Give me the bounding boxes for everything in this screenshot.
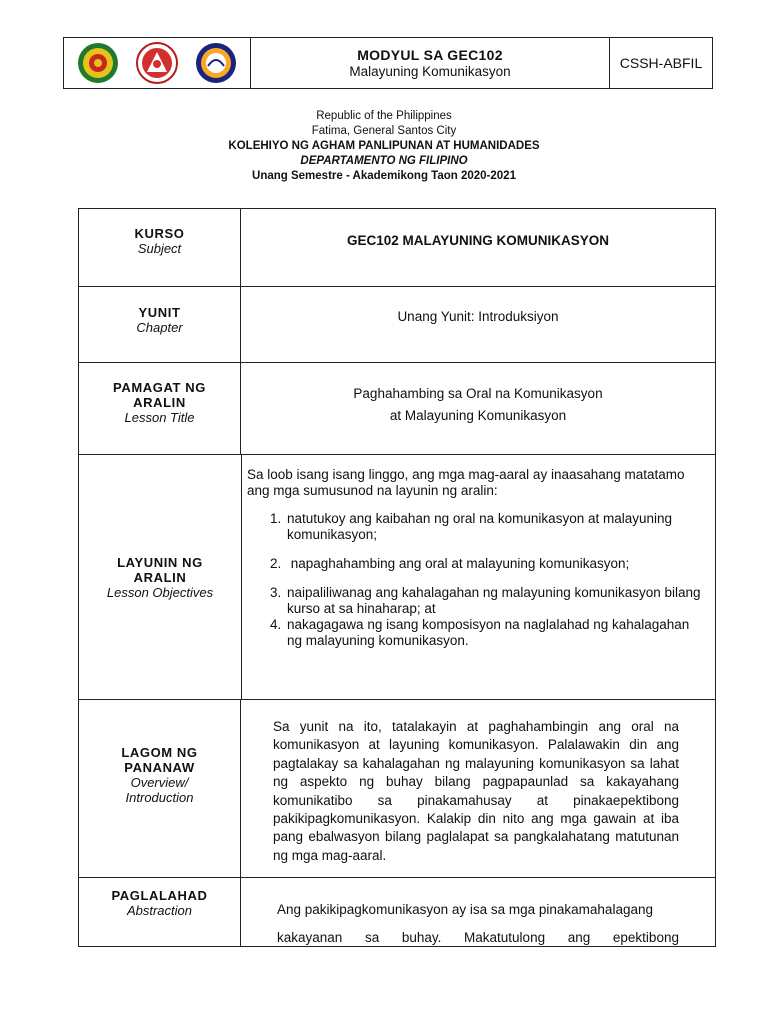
objective-text: natutukoy ang kaibahan ng oral na komunikasyon at malayuning komunikasyon; (287, 511, 673, 542)
paglalahad-label: PAGLALAHAD (111, 888, 208, 903)
layunin-label-line1: LAYUNIN NG (117, 554, 203, 570)
lesson-title-line2: at Malayuning Komunikasyon (389, 408, 567, 423)
module-header (63, 37, 713, 89)
abstraction-word: ang (567, 930, 591, 945)
objective-number: 3. (270, 585, 282, 600)
pamagat-label-line1: PAMAGAT NG (113, 380, 206, 395)
module-title: MODYUL SA GEC102 (357, 47, 503, 63)
row-label-cell (79, 878, 241, 946)
objectives-cell (242, 455, 715, 699)
semester-line: Unang Semestre - Akademikong Taon 2020-2021 (252, 170, 516, 182)
pamagat-value-cell (241, 363, 715, 454)
logo-group (64, 38, 251, 88)
list-item (270, 617, 701, 649)
row-label-cell (79, 209, 241, 286)
layunin-sublabel: Lesson Objectives (106, 584, 214, 600)
list-item (270, 585, 701, 617)
objective-number: 4. (270, 617, 282, 632)
pamagat-sublabel: Lesson Title (124, 410, 195, 425)
module-subtitle: Malayuning Komunikasyon (349, 64, 511, 79)
abstraction-word: buhay. (401, 930, 442, 945)
objective-text: nakagagawa ng isang komposisyon na naglalahad ng kahalagahan ng malayuning komunikasyon. (287, 617, 690, 648)
row-label-cell (79, 700, 241, 877)
abstraction-line1: Ang pakikipagkomunikasyon ay isa sa mga pinakamahalagang (277, 902, 653, 917)
location-line: Fatima, General Santos City (311, 125, 457, 137)
table-row-yunit (79, 286, 715, 362)
list-item (270, 556, 701, 572)
program-code: CSSH-ABFIL (619, 55, 703, 71)
row-label-cell (79, 455, 242, 699)
module-info-table (78, 208, 716, 947)
lagom-label-line1: LAGOM NG (121, 744, 198, 760)
objective-number: 2. (270, 556, 282, 571)
pamagat-label-line2: ARALIN (133, 395, 186, 410)
yunit-value: Unang Yunit: Introduksiyon (397, 309, 559, 324)
yunit-sublabel: Chapter (136, 319, 183, 335)
table-row-paglalahad (79, 877, 715, 946)
paglalahad-sublabel: Abstraction (126, 903, 193, 918)
objectives-intro: Sa loob isang isang linggo, ang mga mag-aaral ay inaasahang matatamo ang mga sumusunod na layunin ng aralin: (247, 467, 685, 498)
row-label-cell (79, 363, 241, 454)
list-item (270, 511, 701, 543)
lesson-title-line1: Paghahambing sa Oral na Komunikasyon (353, 386, 603, 401)
lagom-label-line2: PANANAW (124, 759, 195, 775)
kurso-value: GEC102 MALAYUNING KOMUNIKASYON (346, 233, 610, 248)
module-title-cell (251, 38, 610, 88)
row-label-cell (79, 287, 241, 362)
abstraction-text (241, 878, 715, 946)
university-seal-icon (72, 42, 124, 84)
objective-text: naipaliliwanag ang kahalagahan ng malayuning komunikasyon bilang kurso at sa hinaharap; at (287, 585, 701, 616)
department-name: DEPARTAMENTO NG FILIPINO (300, 155, 468, 167)
abstraction-line2 (277, 924, 679, 952)
yunit-label: YUNIT (138, 304, 181, 320)
table-row-lagom (79, 699, 715, 877)
lagom-sublabel-line2: Introduction (125, 789, 194, 805)
table-row-kurso (79, 209, 715, 286)
abstraction-word: kakayanan (277, 930, 343, 945)
kurso-sublabel: Subject (137, 240, 182, 256)
kurso-label: KURSO (134, 225, 185, 241)
table-row-layunin (79, 454, 715, 699)
abstraction-word: epektibong (612, 930, 679, 945)
yunit-value-cell (241, 287, 715, 362)
objective-number: 1. (270, 511, 282, 526)
layunin-label-line2: ARALIN (133, 569, 187, 585)
college-name: KOLEHIYO NG AGHAM PANLIPUNAN AT HUMANIDADES (228, 140, 540, 152)
overview-text: Sa yunit na ito, tatalakayin at paghahambingin ang oral na komunikasyon at layuning komunikasyon. Palalawakin din ang pagtalakay sa kahalagahan ng malayuning komunikasyon sa lahat ng aspekto ng buhay bilang pagpapaunlad sa kakayahang komunikatibo sa pinakamahusay at pinakaepektibong pakikipagkomunikasyon. Kalakip din nito ang mga gawain at iba pang ebalwasyon bilang paglalapat sa pangkalahatang matutunan ng mga mag-aaral. (273, 719, 679, 863)
table-row-pamagat (79, 362, 715, 454)
lagom-sublabel-line1: Overview/ (130, 774, 189, 790)
abstraction-word: Makatutulong (464, 930, 546, 945)
country-line: Republic of the Philippines (316, 110, 452, 122)
college-seal-icon (131, 42, 183, 84)
department-seal-icon (190, 42, 242, 84)
abstraction-word: sa (364, 930, 380, 945)
institution-block (0, 109, 768, 184)
objective-text: napaghahambing ang oral at malayuning komunikasyon; (287, 556, 630, 571)
